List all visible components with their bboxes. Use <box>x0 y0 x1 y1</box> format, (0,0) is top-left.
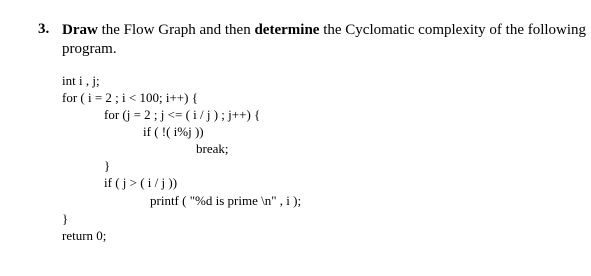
code-line-inner-close: } <box>104 158 111 173</box>
keyword-draw: Draw <box>62 22 98 38</box>
keyword-determine: determine <box>254 22 320 38</box>
code-line-if-divisible: if ( !( i%j )) <box>143 124 204 139</box>
statement-text-a: the Flow Graph and then <box>97 22 255 38</box>
code-line-printf: printf ( "%d is prime \n" , i ); <box>150 193 302 208</box>
code-line-outer-close: } <box>62 211 69 226</box>
statement-line-2: program. <box>62 41 117 57</box>
code-line-return: return 0; <box>62 228 107 243</box>
code-line-if-prime: if ( j > ( i / j )) <box>104 175 178 190</box>
code-line-outer-for: for ( i = 2 ; i < 100; i++) { <box>62 90 198 105</box>
statement-line-1 <box>62 21 587 40</box>
question-number: 3. <box>38 21 50 37</box>
code-line-declaration: int i , j; <box>62 73 100 88</box>
code-line-inner-for: for (j = 2 ; j <= ( i / j ) ; j++) { <box>104 107 261 122</box>
code-line-break: break; <box>196 141 229 156</box>
question-statement <box>62 21 587 59</box>
statement-text-b: the Cyclomatic complexity of the following <box>319 22 587 38</box>
